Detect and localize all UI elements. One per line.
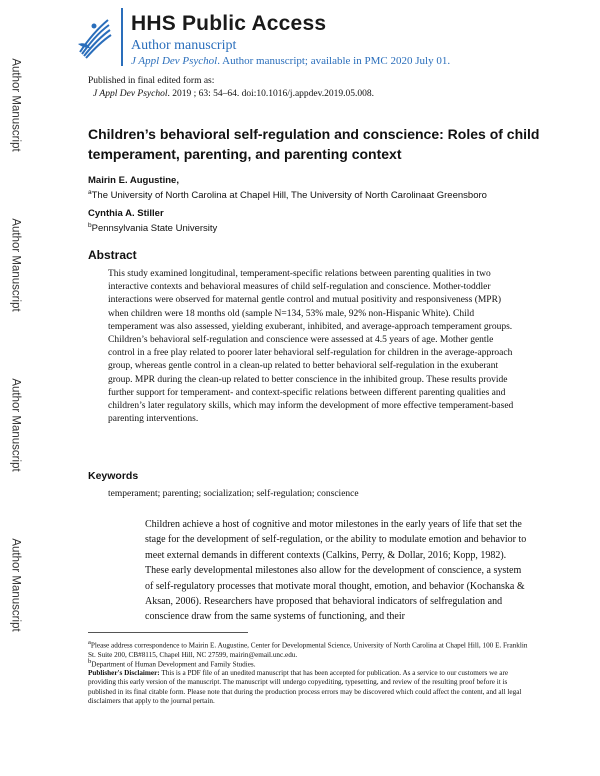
keywords-list: temperament; parenting; socialization; self-regulation; conscience	[108, 489, 359, 499]
journal-availability-line	[131, 55, 450, 67]
availability-text: . Author manuscript; available in PMC 2020 July 01.	[217, 55, 451, 67]
side-label-author-manuscript: Author Manuscript	[10, 58, 23, 152]
abstract-heading: Abstract	[88, 248, 137, 262]
keywords-heading: Keywords	[88, 470, 139, 482]
author-name: Cynthia A. Stiller	[88, 208, 164, 219]
body-paragraph: Children achieve a host of cognitive and motor milestones in the early years of life that set the stage for the development of self-regulation, or the ability to modulate emotion and behavior to meet external demands in different contexts (Calkins, Perry, & Dollar, 2016; Kopp, 1982). These early developmental milestones also allow for the development of conscience, a system of self-regulatory processes that motivate moral thought, emotion, and behavior (Kochanska & Aksan, 2006). Researchers have proposed that behavioral indicators of selfregulation and conscience draw from the same systems of functioning, and their	[145, 519, 527, 623]
header-divider	[121, 8, 123, 66]
side-label-author-manuscript: Author Manuscript	[10, 538, 23, 632]
published-in-line: Published in final edited form as:	[88, 76, 215, 86]
citation-journal: J Appl Dev Psychol	[93, 89, 168, 99]
footnote-divider	[88, 632, 248, 633]
citation-details: . 2019 ; 63: 54–64. doi:10.1016/j.appdev.2019.05.008.	[167, 89, 375, 99]
side-label-author-manuscript: Author Manuscript	[10, 218, 23, 312]
author-affiliation: $^b$Pennsylvania State University	[88, 222, 218, 235]
department-footnote: $^b$Department of Human Development and Family Studies.	[88, 658, 256, 669]
author-affiliation: $^a$The University of North Carolina at Chapel Hill, The University of North Carolinaat Greensboro	[88, 189, 487, 202]
abstract-text: This study examined longitudinal, temperament-specific relations between parenting qualities in two interactive contexts and behavioral measures of child self-regulation and conscience. Mother-toddler interactions were observed for maternal gentle control and mutual positivity and responsiveness (MPR) when children were 18 months old (sample N=134, 53% male, 92% non-Hispanic White). Child temperament was also assessed, yielding exuberant, inhibited, and average-approach temperament groups. Children’s behavioral self-regulation and conscience were assessed at 4.5 years of age. Mother gentle control in a free play related to poorer later behavioral self-regulation for children in the average-approach group, whereas gentle control in a clean-up related to better behavioral self-regulation in the exuberant group. MPR during the clean-up related to better conscience in the inhibited group. These results provide further support for temperament- and context-specific relations between different parenting qualities and children’s later regulatory skills, which may inform the development of more effective temperament-based parenting interventions.	[108, 269, 514, 425]
hhs-eagle-logo-icon	[74, 14, 114, 60]
journal-name: J Appl Dev Psychol	[131, 55, 218, 67]
article-title: Children’s behavioral self-regulation and conscience: Roles of child temperament, parenting, and parenting context	[88, 126, 540, 162]
author-manuscript-subtitle: Author manuscript	[131, 38, 237, 53]
correspondence-footnote: $^a$Please address correspondence to Mairin E. Augustine, Center for Developmental Science, University of North Carolina at Chapel Hill, 100 E. Franklin St. Suite 200, CB#8115, Chapel Hill, NC 27599, mairin@email.unc.edu.	[88, 639, 528, 659]
side-label-author-manuscript: Author Manuscript	[10, 378, 23, 472]
publisher-disclaimer: Publisher's Disclaimer: This is a PDF file of an unedited manuscript that has been accepted for publication. As a service to our customers we are providing this early version of the manuscript. The manuscript will undergo copyediting, typesetting, and review of the resulting proof before it is published in its final citable form. Please note that during the production process errors may be discovered which could affect the content, and all legal disclaimers that apply to the journal pertain.	[88, 669, 522, 705]
citation-line	[93, 89, 374, 99]
author-name: Mairin E. Augustine,	[88, 175, 179, 186]
hhs-public-access-title: HHS Public Access	[131, 12, 327, 35]
